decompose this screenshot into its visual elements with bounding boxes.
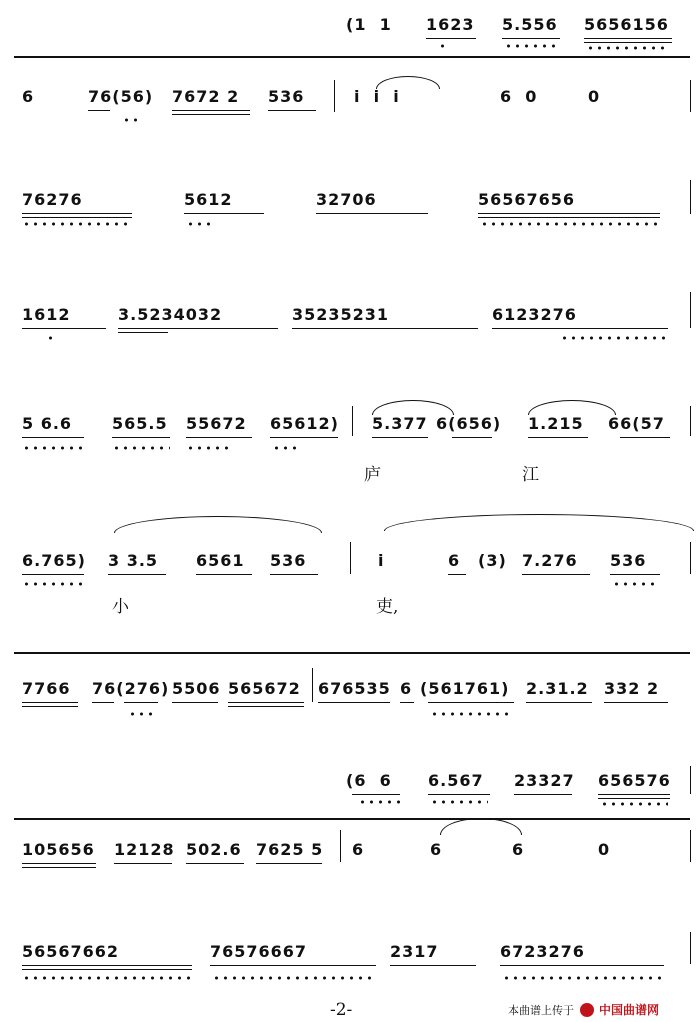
bar-line: [312, 668, 313, 702]
slur: [440, 818, 522, 835]
underline: [500, 965, 664, 966]
credit-text: 本曲谱上传于: [508, 1004, 574, 1017]
bar-line: [334, 80, 335, 112]
lyric-char: 江: [522, 465, 539, 485]
octave-dots: [22, 582, 84, 586]
score-row-5-seg-3: 536: [270, 551, 307, 570]
underline: [108, 574, 166, 575]
score-row-0-seg-3: 5656156: [584, 15, 669, 34]
bar-line: [690, 292, 691, 328]
underline: [268, 110, 316, 111]
octave-dots: [212, 976, 374, 980]
score-row-4-seg-3: 65612): [270, 414, 339, 433]
score-row-4-seg-6: 1.215: [528, 414, 584, 433]
underline: [22, 574, 84, 575]
bar-line: [340, 830, 341, 862]
octave-dots: [272, 446, 298, 450]
underline: [316, 213, 428, 214]
score-row-5-seg-4: i: [378, 551, 385, 570]
octave-dots: [122, 118, 140, 122]
octave-dots: [480, 222, 658, 226]
bar-line: [690, 766, 691, 794]
score-row-6-seg-8: 332 2: [604, 679, 660, 698]
score-row-8-seg-2: 502.6: [186, 840, 242, 859]
octave-dots: [128, 712, 154, 716]
site-brand: 中国曲谱网: [599, 1003, 660, 1017]
score-row-1-seg-1: 76(56): [88, 87, 154, 106]
underline: [352, 794, 400, 795]
staff-line: [14, 652, 690, 654]
underline: [270, 574, 318, 575]
score-row-5-seg-2: 6561: [196, 551, 245, 570]
bar-line: [352, 406, 353, 436]
bar-line: [690, 406, 691, 436]
underline: [22, 706, 78, 707]
underline: [88, 110, 110, 111]
slur: [384, 514, 694, 531]
underline: [124, 702, 158, 703]
underline: [92, 702, 114, 703]
octave-dots: [112, 446, 170, 450]
lyric-char: 吏,: [376, 597, 399, 617]
score-row-4-seg-7: 66(57: [608, 414, 665, 433]
underline: [172, 110, 250, 111]
score-row-6-seg-6: (561761): [420, 679, 510, 698]
underline: [426, 38, 476, 39]
octave-dots: [22, 222, 132, 226]
score-row-6-seg-3: 565672: [228, 679, 301, 698]
octave-dots: [430, 712, 510, 716]
page-number: -2-: [330, 1000, 353, 1020]
underline: [584, 38, 672, 39]
underline: [502, 38, 560, 39]
score-row-7-seg-2: 23327: [514, 771, 575, 790]
octave-dots: [186, 222, 212, 226]
slur: [528, 400, 616, 415]
underline: [186, 437, 252, 438]
octave-dots: [600, 802, 668, 806]
score-row-5-seg-6: (3): [478, 551, 507, 570]
underline: [270, 437, 338, 438]
underline: [172, 702, 218, 703]
octave-dots: [586, 46, 670, 50]
underline: [256, 863, 322, 864]
score-row-4-seg-4: 5.377: [372, 414, 428, 433]
underline: [22, 213, 132, 214]
underline: [22, 863, 96, 864]
octave-dots: [502, 976, 662, 980]
octave-dots: [438, 44, 446, 48]
underline: [184, 213, 264, 214]
underline: [448, 574, 466, 575]
slur: [114, 516, 322, 533]
score-row-6-seg-1: 76(276): [92, 679, 170, 698]
underline: [400, 702, 414, 703]
score-row-8-seg-3: 7625 5: [256, 840, 324, 859]
underline: [22, 437, 84, 438]
underline: [514, 794, 572, 795]
underline: [118, 332, 168, 333]
score-row-1-seg-6: 0: [588, 87, 601, 106]
octave-dots: [358, 800, 402, 804]
underline: [22, 867, 96, 868]
score-row-5-seg-0: 6.765): [22, 551, 86, 570]
underline: [114, 863, 172, 864]
score-row-1-seg-5: 6 0: [500, 87, 538, 106]
underline: [428, 702, 514, 703]
score-row-3-seg-0: 1612: [22, 305, 71, 324]
staff-line: [14, 56, 690, 58]
underline: [22, 328, 106, 329]
bar-line: [690, 830, 691, 862]
underline: [390, 965, 476, 966]
underline: [22, 969, 192, 970]
underline: [492, 328, 668, 329]
underline: [604, 702, 668, 703]
underline: [478, 217, 660, 218]
bar-line: [690, 80, 691, 112]
underline: [186, 863, 244, 864]
score-row-7-seg-1: 6.567: [428, 771, 484, 790]
underline: [172, 114, 250, 115]
score-row-6-seg-0: 7766: [22, 679, 71, 698]
score-row-1-seg-4: i i i: [354, 87, 400, 106]
octave-dots: [22, 446, 84, 450]
score-row-3-seg-2: 35235231: [292, 305, 390, 324]
score-row-8-seg-1: 12128: [114, 840, 175, 859]
underline: [228, 702, 304, 703]
site-credit: [508, 1001, 659, 1018]
score-row-3-seg-1: 3.5234032: [118, 305, 223, 324]
staff-line: [14, 818, 690, 820]
score-row-9-seg-0: 56567662: [22, 942, 120, 961]
underline: [620, 437, 670, 438]
bar-line: [690, 180, 691, 214]
score-row-9-seg-3: 6723276: [500, 942, 585, 961]
score-row-2-seg-1: 5612: [184, 190, 233, 209]
underline: [584, 42, 672, 43]
slur: [376, 76, 440, 89]
score-row-5-seg-7: 7.276: [522, 551, 578, 570]
bar-line: [690, 542, 691, 574]
score-row-3-seg-3: 6123276: [492, 305, 577, 324]
score-row-5-seg-5: 6: [448, 551, 461, 570]
underline: [22, 217, 132, 218]
underline: [210, 965, 376, 966]
underline: [318, 702, 390, 703]
score-row-0-seg-0: (1 1: [346, 15, 392, 34]
underline: [526, 702, 592, 703]
octave-dots: [612, 582, 660, 586]
underline: [118, 328, 278, 329]
score-row-6-seg-4: 676535: [318, 679, 391, 698]
score-row-8-seg-5: 6: [430, 840, 443, 859]
octave-dots: [430, 800, 488, 804]
underline: [598, 798, 670, 799]
underline: [452, 437, 492, 438]
underline: [112, 437, 170, 438]
score-row-6-seg-7: 2.31.2: [526, 679, 589, 698]
underline: [428, 794, 490, 795]
underline: [22, 965, 192, 966]
score-row-4-seg-0: 5 6.6: [22, 414, 73, 433]
underline: [610, 574, 660, 575]
octave-dots: [22, 976, 192, 980]
score-row-2-seg-0: 76276: [22, 190, 83, 209]
underline: [292, 328, 478, 329]
underline: [22, 702, 78, 703]
lyric-char: 庐: [364, 465, 381, 485]
underline: [598, 794, 670, 795]
score-row-7-seg-3: 656576: [598, 771, 671, 790]
score-row-8-seg-7: 0: [598, 840, 611, 859]
octave-dots: [504, 44, 558, 48]
slur: [372, 400, 454, 415]
score-row-1-seg-0: 6: [22, 87, 35, 106]
score-row-4-seg-2: 55672: [186, 414, 247, 433]
octave-dots: [186, 446, 234, 450]
site-logo-icon: [580, 1003, 594, 1017]
score-row-2-seg-3: 56567656: [478, 190, 576, 209]
bar-line: [690, 932, 691, 964]
score-row-5-seg-1: 3 3.5: [108, 551, 159, 570]
score-row-7-seg-0: (6 6: [346, 771, 392, 790]
underline: [522, 574, 590, 575]
underline: [196, 574, 252, 575]
underline: [478, 213, 660, 214]
score-row-9-seg-2: 2317: [390, 942, 439, 961]
octave-dots: [46, 336, 54, 340]
score-row-4-seg-5: 6(656): [436, 414, 502, 433]
octave-dots: [560, 336, 668, 340]
lyric-char: 小: [112, 597, 129, 617]
score-row-6-seg-5: 6: [400, 679, 413, 698]
bar-line: [350, 542, 351, 574]
score-row-0-seg-2: 5.556: [502, 15, 558, 34]
score-row-2-seg-2: 32706: [316, 190, 377, 209]
score-row-4-seg-1: 565.5: [112, 414, 168, 433]
score-row-1-seg-3: 536: [268, 87, 305, 106]
score-row-8-seg-0: 105656: [22, 840, 95, 859]
score-row-6-seg-2: 5506: [172, 679, 221, 698]
underline: [228, 706, 304, 707]
score-row-8-seg-6: 6: [512, 840, 525, 859]
score-row-0-seg-1: 1623: [426, 15, 475, 34]
score-row-9-seg-1: 76576667: [210, 942, 308, 961]
score-row-8-seg-4: 6: [352, 840, 365, 859]
score-row-5-seg-8: 536: [610, 551, 647, 570]
underline: [372, 437, 428, 438]
underline: [528, 437, 588, 438]
score-row-1-seg-2: 7672 2: [172, 87, 240, 106]
